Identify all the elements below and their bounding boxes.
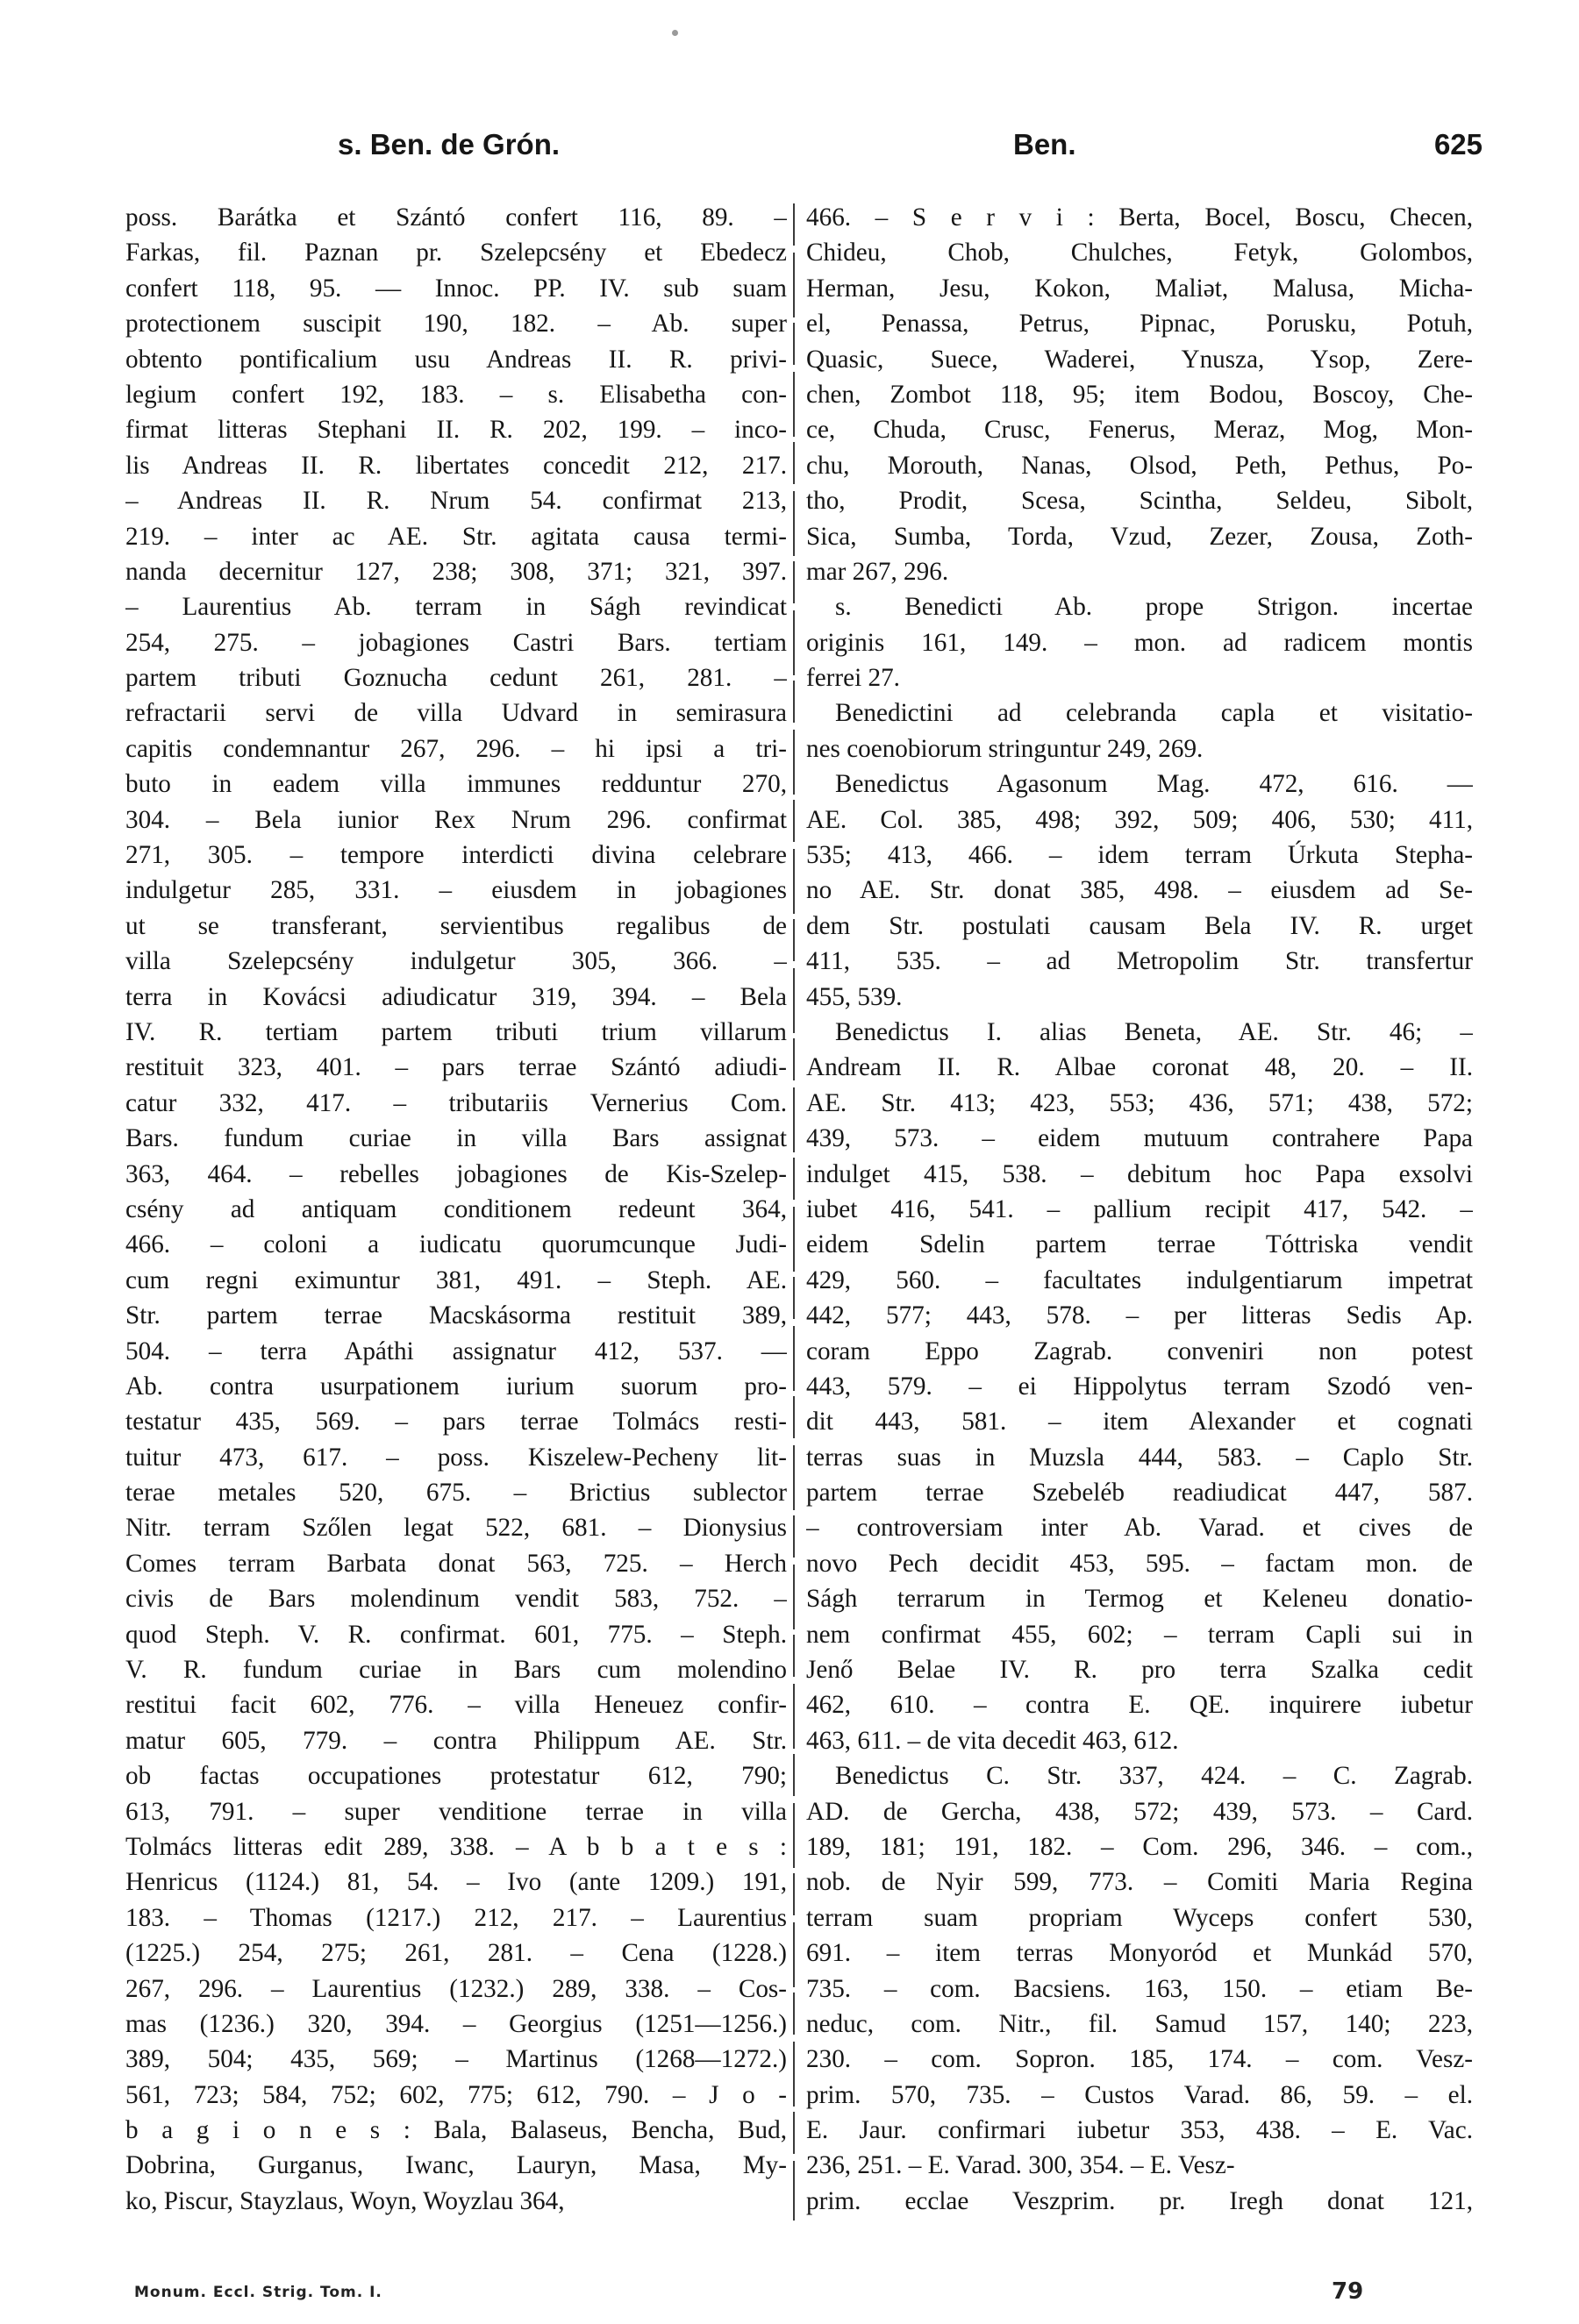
text-line: Andream II. R. Albae coronat 48, 20. – II. bbox=[806, 1053, 1473, 1082]
text-line: nem confirmat 455, 602; – terram Capli sui in bbox=[806, 1620, 1473, 1649]
text-line: chen, Zombot 118, 95; item Bodou, Boscoy, Che- bbox=[806, 380, 1473, 409]
column-divider bbox=[793, 203, 795, 2221]
text-line: Ab. contra usurpationem iurium suorum pro- bbox=[125, 1372, 787, 1401]
text-line: firmat litteras Stephani II. R. 202, 199. – inco- bbox=[125, 416, 787, 445]
text-line: – Laurentius Ab. terram in Ságh revindicat bbox=[125, 593, 787, 622]
text-line: restituit 323, 401. – pars terrae Szántó adiudi- bbox=[125, 1053, 787, 1082]
text-line: 389, 504; 435, 569; – Martinus (1268—1272.) bbox=[125, 2045, 787, 2074]
text-line: 463, 611. – de vita decedit 463, 612. bbox=[806, 1726, 1179, 1755]
text-line: Comes terram Barbata donat 563, 725. – Herch bbox=[125, 1549, 787, 1578]
text-line: b a g i o n e s : Bala, Balaseus, Bencha, Bud, bbox=[125, 2116, 787, 2145]
text-line: novo Pech decidit 453, 595. – factam mon. de bbox=[806, 1549, 1473, 1578]
text-line: legium confert 192, 183. – s. Elisabetha con- bbox=[125, 380, 787, 409]
text-line: indulget 415, 538. – debitum hoc Papa exsolvi bbox=[806, 1159, 1473, 1188]
text-line: neduc, com. Nitr., fil. Samud 157, 140; 223, bbox=[806, 2009, 1473, 2038]
text-line: 254, 275. – jobagiones Castri Bars. tertiam bbox=[125, 628, 787, 657]
text-line: originis 161, 149. – mon. ad radicem montis bbox=[806, 628, 1473, 657]
text-line: ce, Chuda, Crusc, Fenerus, Meraz, Mog, Mon- bbox=[806, 416, 1473, 445]
text-line: civis de Bars molendinum vendit 583, 752. – bbox=[125, 1585, 787, 1614]
text-line: AD. de Gercha, 438, 572; 439, 573. – Card. bbox=[806, 1797, 1473, 1826]
text-line: indulgetur 285, 331. – eiusdem in jobagiones bbox=[125, 876, 787, 905]
text-line: Herman, Jesu, Kokon, Maliət, Malusa, Micha- bbox=[806, 274, 1473, 303]
text-line: chu, Morouth, Nanas, Olsod, Peth, Pethus, Po- bbox=[806, 451, 1473, 480]
text-line: ob factas occupationes protestatur 612, 790; bbox=[125, 1762, 787, 1791]
text-line: terra in Kovácsi adiudicatur 319, 394. – Bela bbox=[125, 982, 787, 1011]
text-line: 613, 791. – super venditione terrae in villa bbox=[125, 1797, 787, 1826]
text-line: s. Benedicti Ab. prope Strigon. incertae bbox=[835, 593, 1473, 622]
text-line: 466. – S e r v i : Berta, Bocel, Boscu, Checen, bbox=[806, 203, 1473, 232]
text-line: 466. – coloni a iudicatu quorumcunque Judi- bbox=[125, 1230, 787, 1259]
text-line: restitui facit 602, 776. – villa Heneuez confir- bbox=[125, 1691, 787, 1720]
text-line: 219. – inter ac AE. Str. agitata causa termi- bbox=[125, 522, 787, 551]
text-line: ko, Piscur, Stayzlaus, Woyn, Woyzlau 364, bbox=[125, 2186, 565, 2215]
text-line: mas (1236.) 320, 394. – Georgius (1251—1256.) bbox=[125, 2009, 787, 2038]
text-line: Benedictus C. Str. 337, 424. – C. Zagrab. bbox=[835, 1762, 1473, 1791]
text-line: 411, 535. – ad Metropolim Str. transfertur bbox=[806, 947, 1473, 976]
text-line: 691. – item terras Monyoród et Munkád 570, bbox=[806, 1939, 1473, 1968]
text-line: Benedictus Agasonum Mag. 472, 616. — bbox=[835, 770, 1473, 799]
text-line: confert 118, 95. — Innoc. PP. IV. sub suam bbox=[125, 274, 787, 303]
text-line: 271, 305. – tempore interdicti divina celebrare bbox=[125, 841, 787, 870]
right-column bbox=[806, 200, 1473, 2243]
text-line: 442, 577; 443, 578. – per litteras Sedis Ap. bbox=[806, 1301, 1473, 1330]
text-line: 535; 413, 466. – idem terram Úrkuta Stepha- bbox=[806, 841, 1473, 870]
text-line: prim. 570, 735. – Custos Varad. 86, 59. – el. bbox=[806, 2080, 1473, 2109]
text-line: IV. R. tertiam partem tributi trium villarum bbox=[125, 1017, 787, 1046]
text-line: E. Jaur. confirmari iubetur 353, 438. – E. Vac. bbox=[806, 2116, 1473, 2145]
text-line: 455, 539. bbox=[806, 982, 903, 1011]
text-line: Str. partem terrae Macskásorma restituit 389, bbox=[125, 1301, 787, 1330]
text-line: Quasic, Suece, Waderei, Ynusza, Ysop, Zere- bbox=[806, 345, 1473, 374]
text-line: partem terrae Szebeléb readiudicat 447, 587. bbox=[806, 1479, 1473, 1508]
text-line: nes coenobiorum stringuntur 249, 269. bbox=[806, 734, 1204, 763]
text-line: 429, 560. – facultates indulgentiarum impetrat bbox=[806, 1265, 1473, 1294]
text-line: 735. – com. Bacsiens. 163, 150. – etiam Be- bbox=[806, 1974, 1473, 2003]
text-line: 443, 579. – ei Hippolytus terram Szodó ven- bbox=[806, 1372, 1473, 1401]
text-line: 183. – Thomas (1217.) 212, 217. – Laurentius bbox=[125, 1903, 787, 1932]
text-line: capitis condemnantur 267, 296. – hi ipsi a tri- bbox=[125, 734, 787, 763]
text-line: Farkas, fil. Paznan pr. Szelepcsény et Ebedecz bbox=[125, 239, 787, 267]
text-line: terae metales 520, 675. – Brictius sublector bbox=[125, 1479, 787, 1508]
text-line: quod Steph. V. R. confirmat. 601, 775. – Steph. bbox=[125, 1620, 787, 1649]
text-line: 267, 296. – Laurentius (1232.) 289, 338. – Cos- bbox=[125, 1974, 787, 2003]
text-line: buto in eadem villa immunes redduntur 270, bbox=[125, 770, 787, 799]
text-line: partem tributi Goznucha cedunt 261, 281. – bbox=[125, 664, 787, 693]
text-line: matur 605, 779. – contra Philippum AE. Str. bbox=[125, 1726, 787, 1755]
text-line: eidem Sdelin partem terrae Tóttriska vendit bbox=[806, 1230, 1473, 1259]
text-line: lis Andreas II. R. libertates concedit 212, 217. bbox=[125, 451, 787, 480]
text-line: AE. Col. 385, 498; 392, 509; 406, 530; 411, bbox=[806, 805, 1473, 834]
text-line: Benedictus I. alias Beneta, AE. Str. 46; – bbox=[835, 1017, 1473, 1046]
text-line: 462, 610. – contra E. QE. inquirere iubetur bbox=[806, 1691, 1473, 1720]
text-line: V. R. fundum curiae in Bars cum molendino bbox=[125, 1656, 787, 1685]
text-line: Benedictini ad celebranda capla et visitatio- bbox=[835, 699, 1473, 728]
text-line: 439, 573. – eidem mutuum contrahere Papa bbox=[806, 1124, 1473, 1153]
text-line: mar 267, 296. bbox=[806, 557, 949, 586]
running-header bbox=[338, 128, 1483, 172]
text-line: – Andreas II. R. Nrum 54. confirmat 213, bbox=[125, 487, 787, 516]
signature-mark: Monum. Eccl. Strig. Tom. I. bbox=[134, 2284, 382, 2301]
signature-number: 79 bbox=[1332, 2278, 1364, 2305]
text-line: Bars. fundum curiae in villa Bars assignat bbox=[125, 1124, 787, 1153]
text-line: Tolmács litteras edit 289, 338. – A b b a t e s : bbox=[125, 1832, 787, 1861]
text-line: AE. Str. 413; 423, 553; 436, 571; 438, 572; bbox=[806, 1088, 1473, 1117]
text-line: 230. – com. Sopron. 185, 174. – com. Vesz- bbox=[806, 2045, 1473, 2074]
header-left-title: s. Ben. de Grón. bbox=[338, 128, 561, 160]
text-line: 189, 181; 191, 182. – Com. 296, 346. – com., bbox=[806, 1832, 1473, 1861]
text-line: coram Eppo Zagrab. conveniri non potest bbox=[806, 1337, 1473, 1365]
page-number: 625 bbox=[1433, 128, 1483, 160]
text-line: Sica, Sumba, Torda, Vzud, Zezer, Zousa, Zoth- bbox=[806, 522, 1473, 551]
text-line: cum regni eximuntur 381, 491. – Steph. AE. bbox=[125, 1265, 787, 1294]
text-line: obtento pontificalium usu Andreas II. R. privi- bbox=[125, 345, 787, 374]
text-line: iubet 416, 541. – pallium recipit 417, 542. – bbox=[806, 1194, 1473, 1223]
text-line: tuitur 473, 617. – poss. Kiszelew-Pecheny lit- bbox=[125, 1443, 787, 1472]
text-line: Chideu, Chob, Chulches, Fetyk, Golombos, bbox=[806, 239, 1473, 267]
text-line: csény ad antiquam conditionem redeunt 364, bbox=[125, 1194, 787, 1223]
text-line: Ságh terrarum in Termog et Keleneu donatio- bbox=[806, 1585, 1473, 1614]
text-line: no AE. Str. donat 385, 498. – eiusdem ad Se- bbox=[806, 876, 1473, 905]
text-line: terram suam propriam Wyceps confert 530, bbox=[806, 1903, 1473, 1932]
text-line: ut se transferant, servientibus regalibus de bbox=[125, 911, 787, 940]
text-line: 363, 464. – rebelles jobagiones de Kis-Szelep- bbox=[125, 1159, 787, 1188]
text-line: protectionem suscipit 190, 182. – Ab. super bbox=[125, 310, 787, 339]
text-line: dit 443, 581. – item Alexander et cognati bbox=[806, 1408, 1473, 1436]
ink-speck bbox=[672, 30, 678, 36]
header-center-title: Ben. bbox=[1013, 128, 1076, 160]
text-line: prim. ecclae Veszprim. pr. Iregh donat 121, bbox=[806, 2186, 1473, 2215]
text-line: testatur 435, 569. – pars terrae Tolmács resti- bbox=[125, 1408, 787, 1436]
left-column bbox=[125, 200, 787, 2243]
text-line: – controversiam inter Ab. Varad. et cives de bbox=[806, 1514, 1473, 1543]
text-line: villa Szelepcsény indulgetur 305, 366. – bbox=[125, 947, 787, 976]
text-line: refractarii servi de villa Udvard in semirasura bbox=[125, 699, 787, 728]
text-line: 561, 723; 584, 752; 602, 775; 612, 790. – J o - bbox=[125, 2080, 787, 2109]
text-line: Dobrina, Gurganus, Iwanc, Lauryn, Masa, My- bbox=[125, 2151, 787, 2180]
text-line: 504. – terra Apáthi assignatur 412, 537. — bbox=[125, 1337, 787, 1365]
text-line: Henricus (1124.) 81, 54. – Ivo (ante 1209.) 191, bbox=[125, 1868, 787, 1897]
text-line: 304. – Bela iunior Rex Nrum 296. confirmat bbox=[125, 805, 787, 834]
text-line: nanda decernitur 127, 238; 308, 371; 321, 397. bbox=[125, 557, 787, 586]
text-line: el, Penassa, Petrus, Pipnac, Porusku, Potuh, bbox=[806, 310, 1473, 339]
text-line: 236, 251. – E. Varad. 300, 354. – E. Vesz- bbox=[806, 2151, 1235, 2180]
text-line: terras suas in Muzsla 444, 583. – Caplo Str. bbox=[806, 1443, 1473, 1472]
text-line: catur 332, 417. – tributariis Vernerius Com. bbox=[125, 1088, 787, 1117]
text-line: Jenő Belae IV. R. pro terra Szalka cedit bbox=[806, 1656, 1473, 1685]
text-line: ferrei 27. bbox=[806, 664, 900, 693]
page-footer bbox=[134, 2278, 1450, 2313]
text-line: (1225.) 254, 275; 261, 281. – Cena (1228.) bbox=[125, 1939, 787, 1968]
text-line: tho, Prodit, Scesa, Scintha, Seldeu, Sibolt, bbox=[806, 487, 1473, 516]
text-line: dem Str. postulati causam Bela IV. R. urget bbox=[806, 911, 1473, 940]
text-line: Nitr. terram Szőlen legat 522, 681. – Dionysius bbox=[125, 1514, 787, 1543]
text-line: poss. Barátka et Szántó confert 116, 89. – bbox=[125, 203, 787, 232]
text-line: nob. de Nyir 599, 773. – Comiti Maria Regina bbox=[806, 1868, 1473, 1897]
